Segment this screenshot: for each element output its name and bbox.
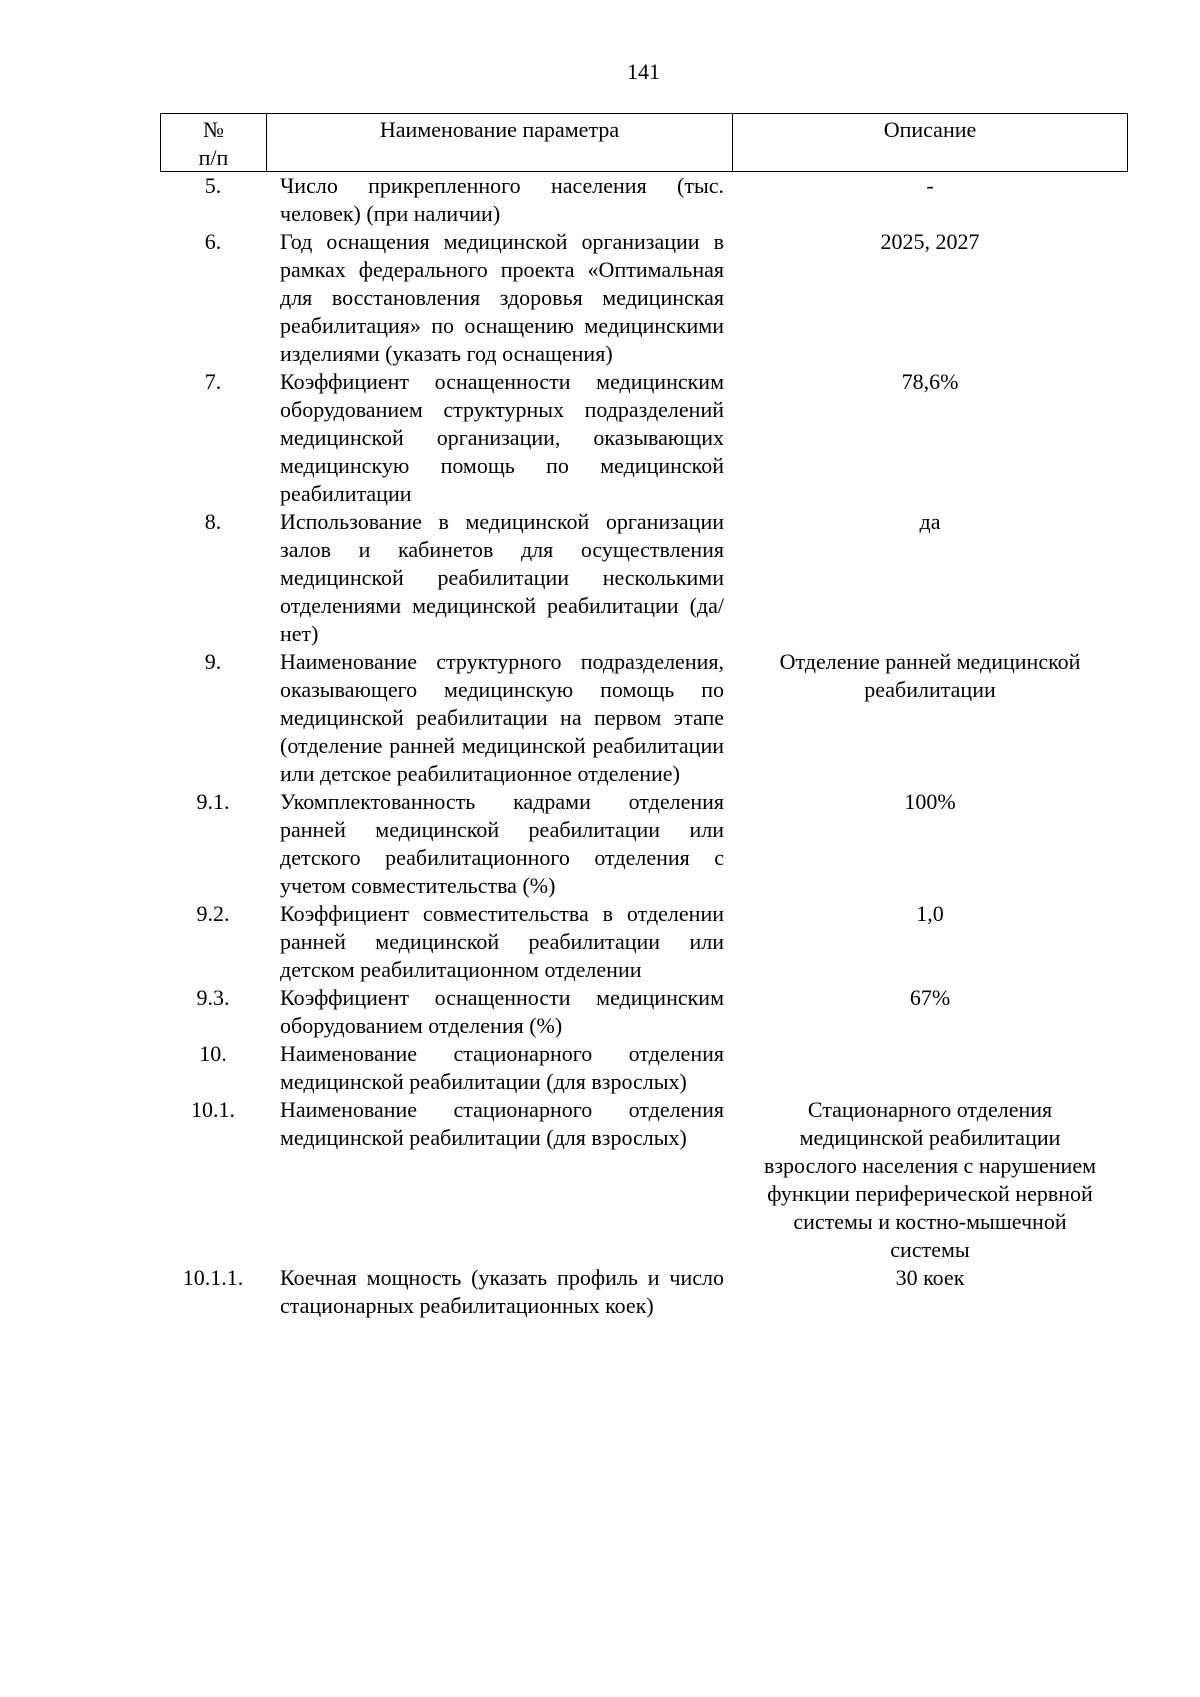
table-row [160, 788, 1128, 900]
row-parameter-name: Коэффициент оснащенности медицинским оборудованием структурных подразделений медицинской организации, оказывающих медицинскую помощь по медицинской реабилитации [280, 369, 724, 506]
row-number: 10.1.1. [182, 1265, 244, 1290]
page-number: 141 [627, 59, 660, 84]
table-body [160, 172, 1128, 1320]
row-number: 9.2. [196, 901, 230, 926]
row-parameter-name: Коечная мощность (указать профиль и число стационарных реабилитационных коек) [280, 1265, 724, 1318]
table-row [160, 648, 1128, 788]
row-description: 78,6% [901, 369, 959, 394]
table-header [160, 113, 1128, 172]
row-number: 7. [204, 369, 222, 394]
row-number: 10. [199, 1041, 227, 1066]
row-description: 100% [904, 789, 956, 814]
row-parameter-name: Наименование стационарного отделения медицинской реабилитации (для взрослых) [280, 1097, 724, 1150]
row-description: Отделение ранней медицинской реабилитации [779, 649, 1081, 702]
row-description: Стационарного отделения медицинской реабилитации взрослого населения с нарушением функции периферической нервной системы и костно-мышечной системы [763, 1097, 1097, 1262]
table-row [160, 228, 1128, 368]
row-description: да [919, 509, 941, 534]
row-description: 30 коек [895, 1265, 965, 1290]
row-parameter-name: Использование в медицинской организации залов и кабинетов для осуществления медицинской реабилитации несколькими отделениями медицинской реабилитации (да/нет) [280, 509, 724, 646]
row-number: 9. [204, 649, 222, 674]
row-parameter-name: Наименование структурного подразделения, оказывающего медицинскую помощь по медицинской реабилитации на первом этапе (отделение ранней медицинской реабилитации или детское реабилитационное отделение) [280, 649, 724, 786]
table-row [160, 984, 1128, 1040]
row-number: 6. [204, 229, 222, 254]
row-number: 10.1. [191, 1097, 235, 1122]
row-number: 9.3. [196, 985, 230, 1010]
table-row [160, 1040, 1128, 1096]
row-description: 2025, 2027 [880, 229, 980, 254]
row-number: 9.1. [196, 789, 230, 814]
row-description: 1,0 [916, 901, 944, 926]
row-description: - [926, 173, 934, 198]
row-number: 8. [204, 509, 222, 534]
row-parameter-name: Число прикрепленного населения (тыс. человек) (при наличии) [280, 173, 724, 226]
row-number: 5. [204, 173, 222, 198]
table-row [160, 368, 1128, 508]
table-row [160, 508, 1128, 648]
row-parameter-name: Коэффициент совместительства в отделении ранней медицинской реабилитации или детском реабилитационном отделении [280, 901, 724, 982]
header-number: № п/п [161, 114, 267, 171]
row-parameter-name: Наименование стационарного отделения медицинской реабилитации (для взрослых) [280, 1041, 724, 1094]
row-parameter-name: Укомплектованность кадрами отделения ранней медицинской реабилитации или детского реабилитационного отделения с учетом совместительства (%) [280, 789, 724, 898]
table-row [160, 1096, 1128, 1264]
header-description: Описание [883, 117, 977, 142]
table-row [160, 900, 1128, 984]
table-row [160, 1264, 1128, 1320]
row-parameter-name: Год оснащения медицинской организации в рамках федерального проекта «Оптимальная для восстановления здоровья медицинская реабилитация» по оснащению медицинскими изделиями (указать год оснащения) [280, 229, 724, 366]
table-row [160, 172, 1128, 228]
row-description: 67% [909, 985, 951, 1010]
row-parameter-name: Коэффициент оснащенности медицинским оборудованием отделения (%) [280, 985, 724, 1038]
header-parameter-name: Наименование параметра [267, 114, 733, 171]
